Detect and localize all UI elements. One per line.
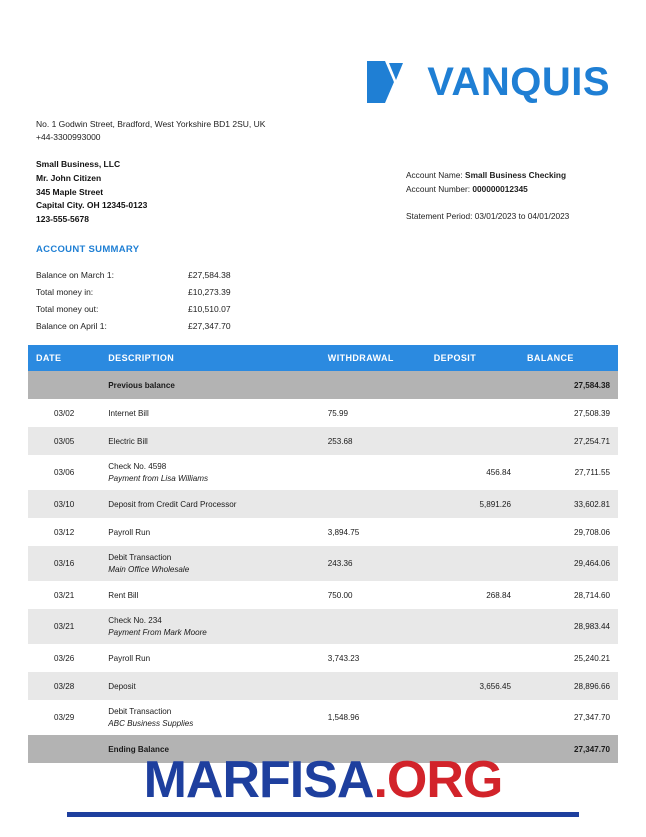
cell-balance: 27,584.38 bbox=[519, 371, 618, 399]
watermark-underline bbox=[67, 812, 579, 817]
cell-date: 03/10 bbox=[28, 490, 100, 518]
cell-date: 03/21 bbox=[28, 581, 100, 609]
cell-description-sub: Payment From Mark Moore bbox=[108, 628, 207, 637]
vanquis-v-logo-icon bbox=[363, 55, 417, 109]
cell-deposit: 456.84 bbox=[426, 455, 519, 490]
column-header-deposit: DEPOSIT bbox=[426, 345, 519, 371]
cell-withdrawal: 3,894.75 bbox=[320, 518, 426, 546]
cell-description-main: Deposit bbox=[108, 681, 136, 691]
table-row bbox=[28, 371, 618, 399]
cell-withdrawal: 3,743.23 bbox=[320, 644, 426, 672]
customer-line2: Mr. John Citizen bbox=[36, 172, 102, 183]
cell-balance: 33,602.81 bbox=[519, 490, 618, 518]
cell-deposit bbox=[426, 546, 519, 581]
summary-label: Balance on April 1: bbox=[36, 321, 107, 331]
cell-withdrawal bbox=[320, 672, 426, 700]
cell-date: 03/12 bbox=[28, 518, 100, 546]
account-info bbox=[406, 168, 569, 223]
brand-logo bbox=[363, 55, 610, 109]
cell-balance: 27,508.39 bbox=[519, 399, 618, 427]
summary-label: Total money in: bbox=[36, 287, 94, 297]
cell-description-main: Rent Bill bbox=[108, 590, 139, 600]
cell-withdrawal bbox=[320, 455, 426, 490]
cell-description-main: Internet Bill bbox=[108, 408, 149, 418]
table-row bbox=[28, 672, 618, 700]
customer-line4: Capital City. OH 12345-0123 bbox=[36, 200, 148, 211]
table-row bbox=[28, 518, 618, 546]
watermark-primary: MARFISA bbox=[143, 751, 374, 809]
cell-deposit bbox=[426, 700, 519, 735]
summary-value: £27,584.38 bbox=[188, 270, 231, 280]
table-row bbox=[28, 609, 618, 644]
table-row bbox=[28, 700, 618, 735]
cell-balance: 29,708.06 bbox=[519, 518, 618, 546]
table-row bbox=[28, 644, 618, 672]
transactions-body bbox=[28, 371, 618, 763]
transactions-table bbox=[28, 345, 618, 763]
cell-date: 03/05 bbox=[28, 427, 100, 455]
cell-deposit bbox=[426, 644, 519, 672]
table-row bbox=[28, 455, 618, 490]
cell-withdrawal: 75.99 bbox=[320, 399, 426, 427]
cell-description bbox=[100, 644, 320, 672]
cell-deposit bbox=[426, 399, 519, 427]
table-row bbox=[28, 399, 618, 427]
account-name-value: Small Business Checking bbox=[465, 170, 567, 180]
summary-value: £10,273.39 bbox=[188, 287, 231, 297]
column-header-description: DESCRIPTION bbox=[100, 345, 320, 371]
cell-description-main: Debit Transaction bbox=[108, 553, 172, 562]
account-number-label: Account Number: bbox=[406, 184, 471, 195]
cell-description bbox=[100, 581, 320, 609]
customer-line3: 345 Maple Street bbox=[36, 186, 104, 197]
table-row bbox=[28, 427, 618, 455]
summary-row bbox=[36, 304, 298, 321]
account-name-row bbox=[406, 168, 569, 182]
cell-description bbox=[100, 609, 320, 644]
cell-description bbox=[100, 672, 320, 700]
cell-date: 03/06 bbox=[28, 455, 100, 490]
cell-description bbox=[100, 700, 320, 735]
cell-description-sub: Payment from Lisa Williams bbox=[108, 474, 209, 483]
cell-deposit bbox=[426, 371, 519, 399]
summary-row bbox=[36, 270, 298, 287]
cell-description-main: Debit Transaction bbox=[108, 707, 172, 716]
customer-line1: Small Business, LLC bbox=[36, 159, 121, 169]
cell-description-main: Previous balance bbox=[108, 380, 175, 390]
cell-description bbox=[100, 427, 320, 455]
cell-withdrawal bbox=[320, 609, 426, 644]
cell-balance: 28,896.66 bbox=[519, 672, 618, 700]
account-name-label: Account Name: bbox=[406, 170, 463, 180]
cell-balance: 28,714.60 bbox=[519, 581, 618, 609]
cell-description-main: Payroll Run bbox=[108, 653, 151, 663]
cell-withdrawal: 1,548.96 bbox=[320, 700, 426, 735]
customer-line5: 123-555-5678 bbox=[36, 214, 89, 225]
cell-date: 03/21 bbox=[28, 609, 100, 644]
cell-deposit bbox=[426, 518, 519, 546]
cell-withdrawal: 750.00 bbox=[320, 581, 426, 609]
column-header-withdrawal: WITHDRAWAL bbox=[320, 345, 426, 371]
cell-description-main: Payroll Run bbox=[108, 527, 151, 537]
cell-balance: 25,240.21 bbox=[519, 644, 618, 672]
cell-balance: 27,347.70 bbox=[519, 700, 618, 735]
cell-deposit bbox=[426, 427, 519, 455]
cell-date: 03/29 bbox=[28, 700, 100, 735]
summary-row bbox=[36, 287, 298, 304]
summary-label: Total money out: bbox=[36, 304, 99, 314]
cell-description bbox=[100, 455, 320, 490]
cell-deposit: 268.84 bbox=[426, 581, 519, 609]
summary-label: Balance on March 1: bbox=[36, 270, 114, 280]
cell-balance: 28,983.44 bbox=[519, 609, 618, 644]
cell-deposit: 5,891.26 bbox=[426, 490, 519, 518]
summary-value: £10,510.07 bbox=[188, 304, 231, 314]
cell-date bbox=[28, 371, 100, 399]
cell-balance: 27,254.71 bbox=[519, 427, 618, 455]
cell-description-main: Electric Bill bbox=[108, 436, 148, 446]
summary-row bbox=[36, 321, 298, 338]
cell-description-sub: Main Office Wholesale bbox=[108, 565, 190, 574]
cell-date: 03/28 bbox=[28, 672, 100, 700]
watermark bbox=[0, 750, 646, 817]
cell-description-sub: ABC Business Supplies bbox=[108, 719, 194, 728]
summary-value: £27,347.70 bbox=[188, 321, 231, 331]
table-row bbox=[28, 581, 618, 609]
account-summary-table bbox=[36, 270, 298, 338]
bank-address-line1: No. 1 Godwin Street, Bradford, West Yorkshire BD1 2SU, UK bbox=[36, 119, 266, 129]
table-row bbox=[28, 490, 618, 518]
table-row bbox=[28, 546, 618, 581]
cell-balance: 27,711.55 bbox=[519, 455, 618, 490]
transactions-header-row bbox=[28, 345, 618, 371]
cell-withdrawal bbox=[320, 490, 426, 518]
cell-balance: 29,464.06 bbox=[519, 546, 618, 581]
column-header-balance: BALANCE bbox=[519, 345, 618, 371]
cell-description-main: Check No. 4598 bbox=[108, 462, 167, 471]
watermark-secondary: .ORG bbox=[373, 751, 503, 809]
account-number-row bbox=[406, 182, 569, 196]
brand-name: VANQUIS bbox=[427, 60, 610, 104]
cell-date: 03/26 bbox=[28, 644, 100, 672]
bank-address-line2: +44-3300993000 bbox=[36, 132, 101, 143]
bank-address bbox=[36, 118, 265, 144]
cell-description bbox=[100, 546, 320, 581]
cell-description bbox=[100, 399, 320, 427]
cell-date: 03/16 bbox=[28, 546, 100, 581]
cell-description-main: Deposit from Credit Card Processor bbox=[108, 499, 237, 509]
cell-withdrawal: 243.36 bbox=[320, 546, 426, 581]
cell-description bbox=[100, 490, 320, 518]
cell-date: 03/02 bbox=[28, 399, 100, 427]
cell-deposit bbox=[426, 609, 519, 644]
cell-description bbox=[100, 371, 320, 399]
cell-description-main: Ending Balance bbox=[108, 744, 169, 754]
cell-withdrawal bbox=[320, 371, 426, 399]
cell-description bbox=[100, 518, 320, 546]
account-summary-title: ACCOUNT SUMMARY bbox=[36, 244, 140, 255]
statement-period: Statement Period: 03/01/2023 to 04/01/2023 bbox=[406, 210, 570, 221]
account-number-value: 000000012345 bbox=[472, 184, 528, 195]
customer-address bbox=[36, 158, 147, 227]
cell-deposit: 3,656.45 bbox=[426, 672, 519, 700]
column-header-date: DATE bbox=[28, 345, 100, 371]
cell-balance: 27,347.70 bbox=[519, 735, 618, 763]
cell-description-main: Check No. 234 bbox=[108, 616, 162, 625]
cell-withdrawal: 253.68 bbox=[320, 427, 426, 455]
